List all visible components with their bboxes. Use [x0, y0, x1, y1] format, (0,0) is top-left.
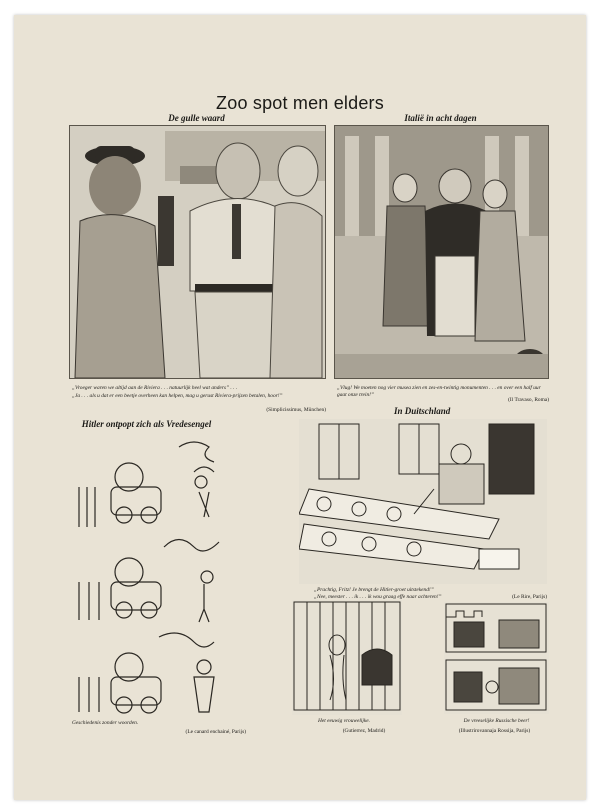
panel-4-heading: In Duitschland: [394, 406, 451, 416]
newspaper-page: [14, 15, 586, 800]
page-title: Zoo spot men elders: [216, 93, 384, 113]
cartoon-hitler-vredesengel: [69, 432, 229, 717]
cartoon-illustration-2: [335, 126, 548, 378]
panel-4-caption-2: „Nee, meester . . . ik . . . ik wou graag effe naar achteren!”: [314, 594, 442, 600]
cartoon-illustration-6: [444, 602, 549, 714]
panel-3-caption: Geschiedenis zonder woorden.: [72, 720, 139, 726]
panel-2-heading: Italië in acht dagen: [404, 113, 477, 123]
panel-2-caption: „Vlug! We moeten nog vier musea zien en zes-en-twintig monumenten . . . en over een half uur gaat onze trein!”: [337, 385, 541, 398]
panel-6-source: (Illustrirovannaja Rossija, Parijs): [458, 728, 531, 734]
panel-6-caption: De vreeselijke Russische beer!: [463, 718, 530, 724]
cartoon-de-gulle-waard: [69, 125, 326, 379]
panel-1-source: (Simplicissimus, München): [266, 407, 326, 413]
panel-3-heading: Hitler ontpopt zich als Vredesengel: [81, 419, 212, 429]
cartoon-illustration-4: [299, 419, 547, 584]
panel-5-source: (Gutierrez, Madrid): [342, 728, 386, 734]
panel-4-source: (Le Rire, Parijs): [512, 594, 547, 600]
cartoon-italie-in-acht-dagen: [334, 125, 549, 379]
panel-5-caption: Het eeuwig vrouwelijke.: [317, 718, 371, 724]
panel-1-caption-2: „Ja . . . als u dat er een beetje overheen kan helpen, mag u gerust Riviera-prijzen betalen, hoor!”: [72, 393, 283, 399]
panel-2-source: (Il Travaso, Roma): [508, 397, 549, 403]
panel-4-caption-1: „Prachtig, Fritz! Je brengt de Hitler-groet uitstekend!”: [314, 587, 434, 593]
panel-1-heading: De gulle waard: [168, 113, 225, 123]
cartoon-illustration-3: [69, 432, 229, 717]
cartoon-illustration-5: [292, 600, 402, 715]
cartoon-russische-beer: [444, 602, 549, 714]
panel-1-caption-1: „Vroeger waren we altijd aan de Riviera . . . natuurlijk heel wat anders” . . .: [72, 385, 238, 391]
panel-3-source: (Le canard enchainé, Parijs): [185, 729, 246, 735]
cartoon-illustration-1: [70, 126, 325, 378]
cartoon-eeuwig-vrouwelijke: [292, 600, 402, 715]
cartoon-in-duitschland: [299, 419, 547, 584]
